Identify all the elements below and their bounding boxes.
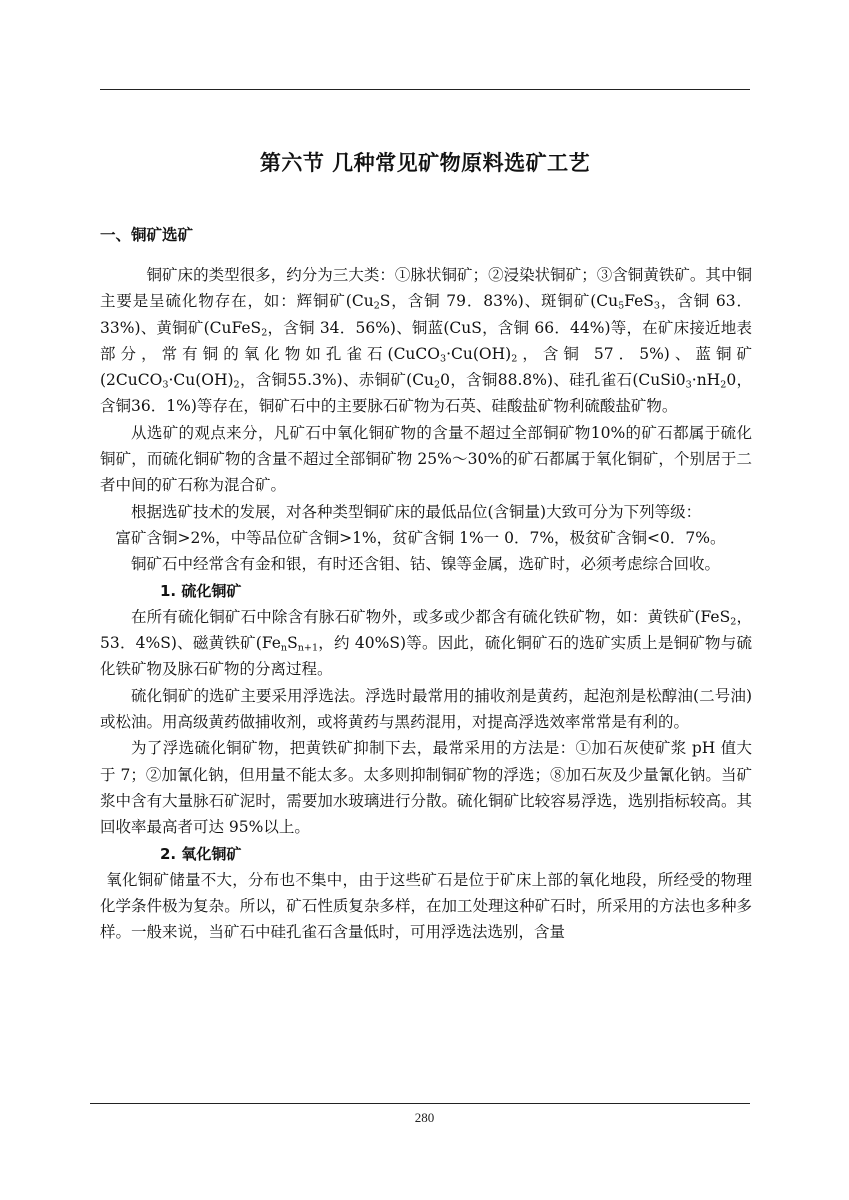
- paragraph-pyrite-depression: 为了浮选硫化铜矿物，把黄铁矿抑制下去，最常采用的方法是：①加石灰使矿浆 pH 值大于 7；②加氰化钠，但用量不能太多。太多则抑制铜矿物的浮选；⑧加石灰及少量氰化钠。当矿浆中含有大量脉石矿泥时，需要加水玻璃进行分散。硫化铜矿比较容易浮选，选别指标较高。其回收率最高者可达 95%以上。: [100, 739, 752, 837]
- paragraph-oxide-ore: 氧化铜矿储量不大，分布也不集中，由于这些矿石是位于矿床上部的氧化地段，所经受的物理化学条件极为复杂。所以，矿石性质复杂多样，在加工处理这种矿石时，所采用的方法也多种多样。一般来说，当矿石中硅孔雀石含量低时，可用浮选法选别，含量: [100, 870, 752, 942]
- paragraph-flotation-reagents: 硫化铜矿的选矿主要采用浮选法。浮选时最常用的捕收剂是黄药，起泡剂是松醇油(二号油)或松油。用高级黄药做捕收剂，或将黄药与黑药混用，对提高浮选效率常常是有利的。: [100, 686, 752, 732]
- paragraph-grade-levels: 根据选矿技术的发展，对各种类型铜矿床的最低品位(含铜量)大致可分为下列等级：: [131, 502, 702, 521]
- section-heading: 一、铜矿选矿: [100, 226, 194, 244]
- paragraph-associated-metals: 铜矿石中经常含有金和银，有时还含钼、钴、镍等金属，选矿时，必须考虑综合回收。: [131, 555, 721, 574]
- paragraph-grade-values: 富矿含铜>2%，中等品位矿含铜>1%，贫矿含铜 1%一 0．7%，极贫矿含铜<0．7%。: [115, 528, 726, 547]
- footer-rule: [90, 1103, 750, 1104]
- paragraph-sulfide-minerals: 在所有硫化铜矿石中除含有脉石矿物外，或多或少都含有硫化铁矿物，如：黄铁矿(FeS$_2$，53．4%S)、磁黄铁矿($Fe_nS_{n+1}$，约 40%S)等。因此，硫化铜矿石的选矿实质上是铜矿物与硫化铁矿物及脉石矿物的分离过程。: [100, 607, 752, 679]
- subsection-heading-oxide: 2. 氧化铜矿: [160, 844, 242, 863]
- paragraph-ore-classification: 从选矿的观点来分，凡矿石中氧化铜矿物的含量不超过全部铜矿物10%的矿石都属于硫化铜矿，而硫化铜矿物的含量不超过全部铜矿物 25%～30%的矿石都属于氧化铜矿，个别居于二者中间的矿石称为混合矿。: [100, 423, 752, 495]
- page-number: 280: [414, 1110, 435, 1125]
- header-rule: [100, 89, 750, 90]
- body-text: [100, 262, 752, 946]
- paragraph-copper-deposit-types: 铜矿床的类型很多，约分为三大类：①脉状铜矿；②浸染状铜矿；③含铜黄铁矿。其中铜主要是呈硫化物存在，如：辉铜矿($Cu_2S$，含铜 79．83%)、斑铜矿($Cu_5FeS_3$，含铜 63．33%)、黄铜矿(CuFeS$_2$，含铜 34．56%)、铜蓝(CuS，含铜 66．44%)等，在矿床接近地表部分，常有铜的氧化物如孔雀石($CuCO_3\cdot Cu(OH)_2$，含铜 57．5%)、蓝铜矿($2CuCO_3\cdot Cu(OH)_2$，含铜55.3%)、赤铜矿($Cu_20$，含铜88.8%)、硅孔雀石($CuSi0_3\cdot nH_20$，含铜36．1%)等存在，铜矿石中的主要脉石矿物为石英、硅酸盐矿物利硫酸盐矿物。: [100, 266, 752, 416]
- page-title: 第六节 几种常见矿物原料选矿工艺: [259, 151, 591, 175]
- subsection-heading-sulfide: 1. 硫化铜矿: [160, 581, 242, 600]
